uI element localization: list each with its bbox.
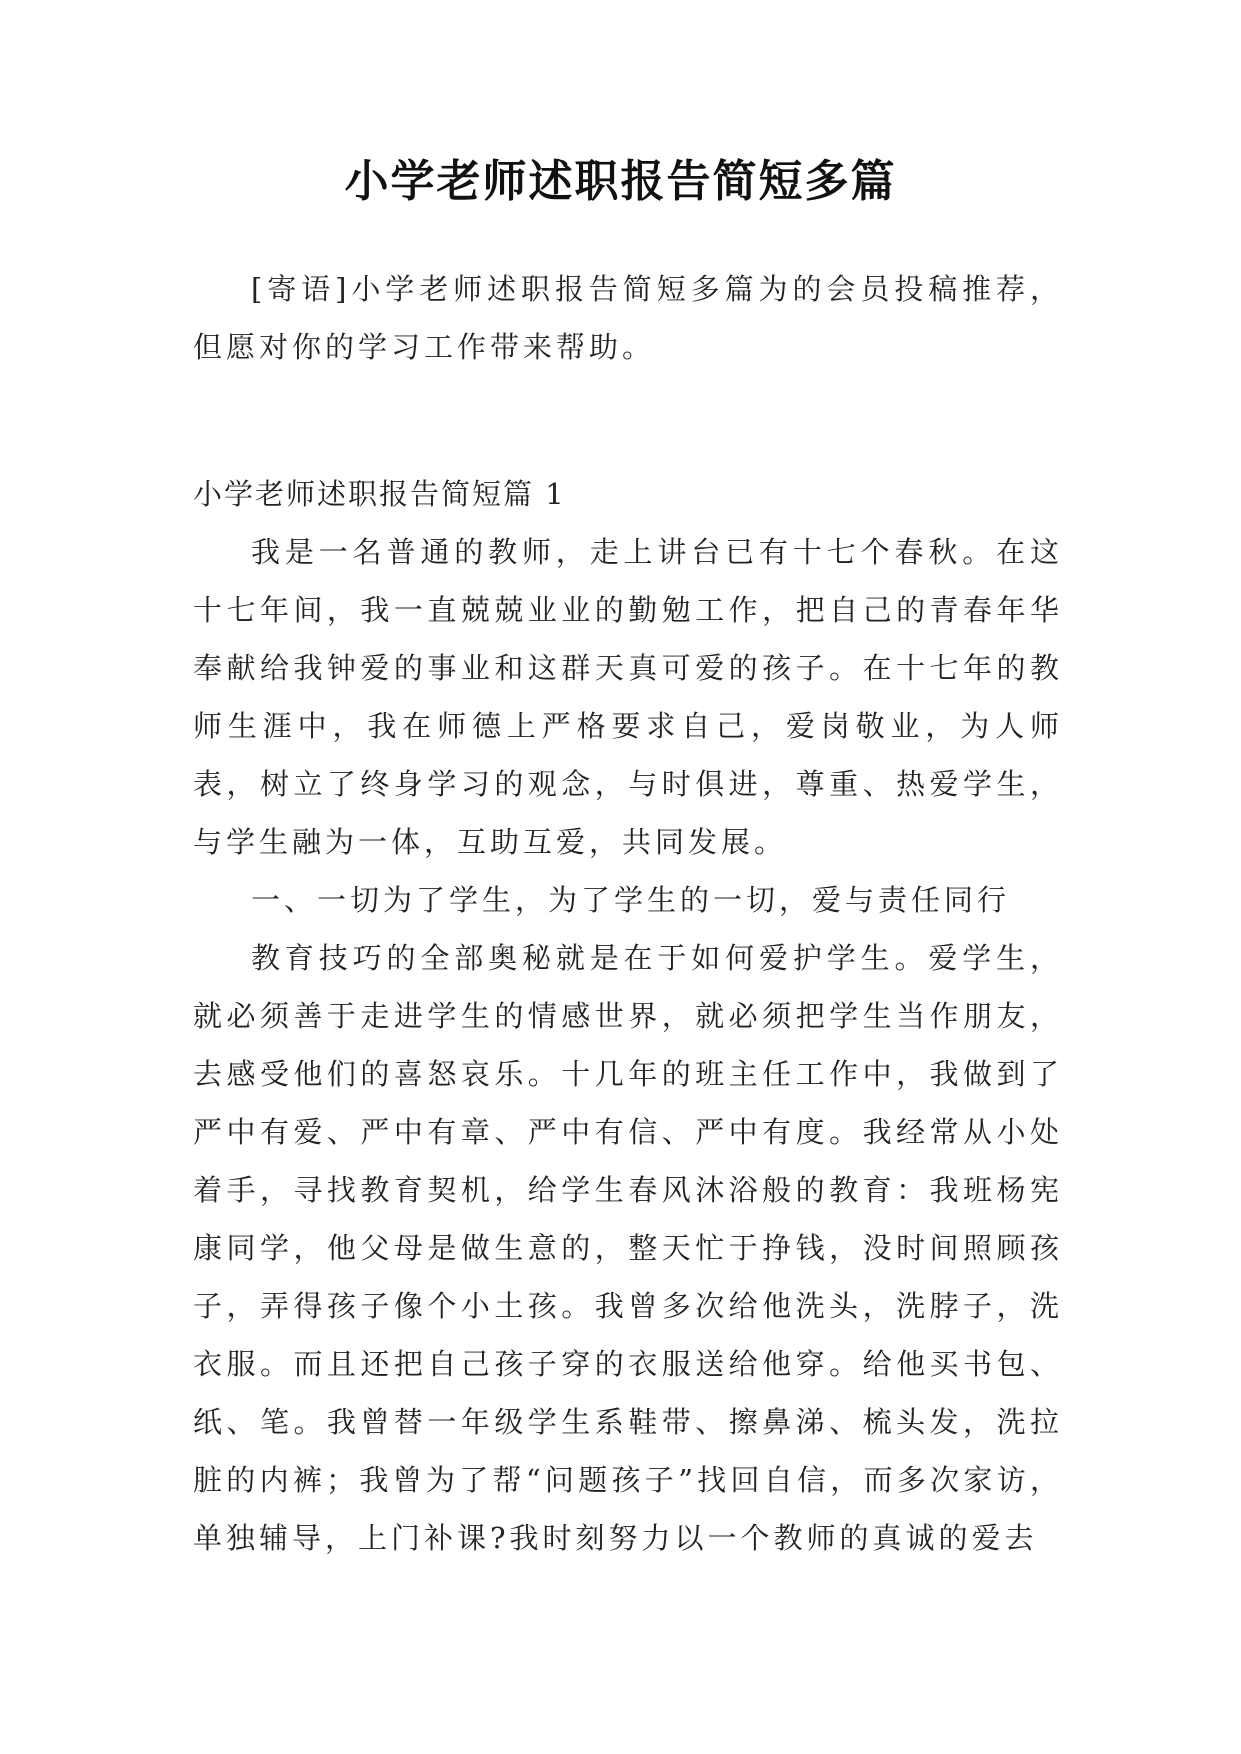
intro-paragraph: [寄语]小学老师述职报告简短多篇为的会员投稿推荐，但愿对你的学习工作带来帮助。 [193,272,1063,364]
section-heading: 小学老师述职报告简短篇 1 [193,477,566,511]
document-title: 小学老师述职报告简短多篇 [344,156,897,207]
paragraph-intro-self: 我是一名普通的教师，走上讲台已有十七个春秋。在这十七年间，我一直兢兢业业的勤勉工作，把自己的青春年华奉献给我钟爱的事业和这群天真可爱的孩子。在十七年的教师生涯中，我在师德上严格要求自己，爱岗敬业，为人师表，树立了终身学习的观念，与时俱进，尊重、热爱学生，与学生融为一体，互助互爱，共同发展。 [193,535,1063,859]
paragraph-subheading: 一、一切为了学生，为了学生的一切，爱与责任同行 [251,883,1011,917]
paragraph-education-love: 教育技巧的全部奥秘就是在于如何爱护学生。爱学生，就必须善于走进学生的情感世界，就必须把学生当作朋友，去感受他们的喜怒哀乐。十几年的班主任工作中，我做到了严中有爱、严中有章、严中有信、严中有度。我经常从小处着手，寻找教育契机，给学生春风沐浴般的教育：我班杨宪康同学，他父母是做生意的，整天忙于挣钱，没时间照顾孩子，弄得孩子像个小土孩。我曾多次给他洗头，洗脖子，洗衣服。而且还把自己孩子穿的衣服送给他穿。给他买书包、纸、笔。我曾替一年级学生系鞋带、擦鼻涕、梳头发，洗拉脏的内裤；我曾为了帮“问题孩子”找回自信，而多次家访，单独辅导，上门补课?我时刻努力以一个教师的真诚的爱去 [193,941,1063,1555]
document-content [193,523,1063,1567]
